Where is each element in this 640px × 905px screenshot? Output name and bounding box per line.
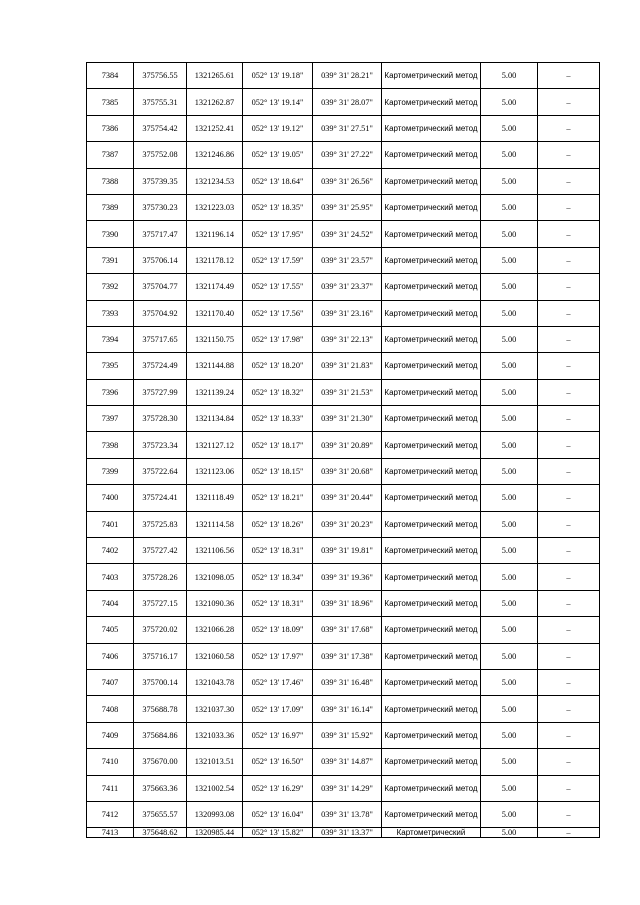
longitude-cell: 039° 31' 27.51"	[313, 115, 382, 141]
accuracy-cell: 5.00	[481, 538, 538, 564]
method-cell: Картометрический метод	[382, 485, 481, 511]
longitude-cell: 039° 31' 23.57"	[313, 247, 382, 273]
longitude-cell: 039° 31' 14.29"	[313, 775, 382, 801]
table-row	[87, 485, 600, 511]
longitude-cell: 039° 31' 23.16"	[313, 300, 382, 326]
accuracy-cell: 5.00	[481, 142, 538, 168]
longitude-cell: 039° 31' 19.36"	[313, 564, 382, 590]
latitude-cell: 052° 13' 16.04"	[243, 801, 313, 827]
table-row	[87, 63, 600, 89]
x-coordinate-cell: 375700.14	[134, 669, 187, 695]
longitude-cell: 039° 31' 20.89"	[313, 432, 382, 458]
latitude-cell: 052° 13' 18.31"	[243, 538, 313, 564]
y-coordinate-cell: 1321262.87	[187, 89, 243, 115]
accuracy-cell: 5.00	[481, 749, 538, 775]
method-cell: Картометрический метод	[382, 300, 481, 326]
table-row	[87, 775, 600, 801]
x-coordinate-cell: 375688.78	[134, 696, 187, 722]
longitude-cell: 039° 31' 28.07"	[313, 89, 382, 115]
y-coordinate-cell: 1321196.14	[187, 221, 243, 247]
x-coordinate-cell: 375684.86	[134, 722, 187, 748]
point-number-cell: 7390	[87, 221, 134, 247]
table-row	[87, 749, 600, 775]
method-cell: Картометрический метод	[382, 274, 481, 300]
longitude-cell: 039° 31' 21.83"	[313, 353, 382, 379]
x-coordinate-cell: 375754.42	[134, 115, 187, 141]
y-coordinate-cell: 1321223.03	[187, 194, 243, 220]
point-number-cell: 7394	[87, 326, 134, 352]
latitude-cell: 052° 13' 17.09"	[243, 696, 313, 722]
method-cell: Картометрический метод	[382, 221, 481, 247]
y-coordinate-cell: 1321002.54	[187, 775, 243, 801]
table-row	[87, 828, 600, 838]
latitude-cell: 052° 13' 16.97"	[243, 722, 313, 748]
table-row	[87, 379, 600, 405]
accuracy-cell: 5.00	[481, 801, 538, 827]
method-cell: Картометрический метод	[382, 63, 481, 89]
y-coordinate-cell: 1321178.12	[187, 247, 243, 273]
latitude-cell: 052° 13' 17.95"	[243, 221, 313, 247]
table-row	[87, 300, 600, 326]
method-cell: Картометрический метод	[382, 379, 481, 405]
table-row	[87, 326, 600, 352]
method-cell: Картометрический метод	[382, 643, 481, 669]
y-coordinate-cell: 1321246.86	[187, 142, 243, 168]
accuracy-cell: 5.00	[481, 353, 538, 379]
longitude-cell: 039° 31' 23.37"	[313, 274, 382, 300]
note-cell: –	[538, 432, 600, 458]
longitude-cell: 039° 31' 17.38"	[313, 643, 382, 669]
latitude-cell: 052° 13' 17.59"	[243, 247, 313, 273]
y-coordinate-cell: 1321123.06	[187, 458, 243, 484]
method-cell: Картометрический метод	[382, 590, 481, 616]
note-cell: –	[538, 617, 600, 643]
x-coordinate-cell: 375655.57	[134, 801, 187, 827]
accuracy-cell: 5.00	[481, 247, 538, 273]
y-coordinate-cell: 1321090.36	[187, 590, 243, 616]
note-cell: –	[538, 669, 600, 695]
table-row	[87, 274, 600, 300]
table-row	[87, 142, 600, 168]
y-coordinate-cell: 1321150.75	[187, 326, 243, 352]
note-cell: –	[538, 564, 600, 590]
accuracy-cell: 5.00	[481, 458, 538, 484]
table-row	[87, 221, 600, 247]
y-coordinate-cell: 1321234.53	[187, 168, 243, 194]
point-number-cell: 7402	[87, 538, 134, 564]
longitude-cell: 039° 31' 13.37"	[313, 828, 382, 838]
note-cell: –	[538, 696, 600, 722]
y-coordinate-cell: 1321170.40	[187, 300, 243, 326]
method-cell: Картометрический метод	[382, 406, 481, 432]
accuracy-cell: 5.00	[481, 617, 538, 643]
x-coordinate-cell: 375723.34	[134, 432, 187, 458]
point-number-cell: 7412	[87, 801, 134, 827]
note-cell: –	[538, 168, 600, 194]
latitude-cell: 052° 13' 19.18"	[243, 63, 313, 89]
note-cell: –	[538, 590, 600, 616]
table-row	[87, 89, 600, 115]
accuracy-cell: 5.00	[481, 326, 538, 352]
x-coordinate-cell: 375752.08	[134, 142, 187, 168]
latitude-cell: 052° 13' 17.56"	[243, 300, 313, 326]
note-cell: –	[538, 406, 600, 432]
x-coordinate-cell: 375722.64	[134, 458, 187, 484]
point-number-cell: 7411	[87, 775, 134, 801]
y-coordinate-cell: 1321033.36	[187, 722, 243, 748]
note-cell: –	[538, 538, 600, 564]
latitude-cell: 052° 13' 17.98"	[243, 326, 313, 352]
point-number-cell: 7387	[87, 142, 134, 168]
note-cell: –	[538, 511, 600, 537]
latitude-cell: 052° 13' 18.17"	[243, 432, 313, 458]
method-cell: Картометрический метод	[382, 538, 481, 564]
point-number-cell: 7385	[87, 89, 134, 115]
longitude-cell: 039° 31' 25.95"	[313, 194, 382, 220]
y-coordinate-cell: 1320985.44	[187, 828, 243, 838]
latitude-cell: 052° 13' 18.33"	[243, 406, 313, 432]
method-cell: Картометрический метод	[382, 511, 481, 537]
point-number-cell: 7405	[87, 617, 134, 643]
note-cell: –	[538, 300, 600, 326]
y-coordinate-cell: 1321144.88	[187, 353, 243, 379]
x-coordinate-cell: 375728.30	[134, 406, 187, 432]
method-cell: Картометрический метод	[382, 168, 481, 194]
point-number-cell: 7391	[87, 247, 134, 273]
latitude-cell: 052° 13' 19.05"	[243, 142, 313, 168]
method-cell: Картометрический метод	[382, 194, 481, 220]
accuracy-cell: 5.00	[481, 63, 538, 89]
x-coordinate-cell: 375728.26	[134, 564, 187, 590]
note-cell: –	[538, 828, 600, 838]
longitude-cell: 039° 31' 26.56"	[313, 168, 382, 194]
y-coordinate-cell: 1321043.78	[187, 669, 243, 695]
latitude-cell: 052° 13' 18.35"	[243, 194, 313, 220]
longitude-cell: 039° 31' 24.52"	[313, 221, 382, 247]
longitude-cell: 039° 31' 15.92"	[313, 722, 382, 748]
accuracy-cell: 5.00	[481, 89, 538, 115]
accuracy-cell: 5.00	[481, 722, 538, 748]
latitude-cell: 052° 13' 17.55"	[243, 274, 313, 300]
note-cell: –	[538, 775, 600, 801]
longitude-cell: 039° 31' 16.48"	[313, 669, 382, 695]
point-number-cell: 7396	[87, 379, 134, 405]
y-coordinate-cell: 1321098.05	[187, 564, 243, 590]
table-row	[87, 511, 600, 537]
method-cell: Картометрический метод	[382, 432, 481, 458]
y-coordinate-cell: 1321060.58	[187, 643, 243, 669]
longitude-cell: 039° 31' 21.53"	[313, 379, 382, 405]
longitude-cell: 039° 31' 19.81"	[313, 538, 382, 564]
point-number-cell: 7406	[87, 643, 134, 669]
note-cell: –	[538, 194, 600, 220]
table-row	[87, 406, 600, 432]
method-cell: Картометрический метод	[382, 722, 481, 748]
table-row	[87, 247, 600, 273]
point-number-cell: 7393	[87, 300, 134, 326]
note-cell: –	[538, 274, 600, 300]
table-row	[87, 115, 600, 141]
note-cell: –	[538, 379, 600, 405]
x-coordinate-cell: 375648.62	[134, 828, 187, 838]
table-row	[87, 194, 600, 220]
y-coordinate-cell: 1321114.58	[187, 511, 243, 537]
latitude-cell: 052° 13' 18.21"	[243, 485, 313, 511]
x-coordinate-cell: 375725.83	[134, 511, 187, 537]
accuracy-cell: 5.00	[481, 696, 538, 722]
note-cell: –	[538, 247, 600, 273]
y-coordinate-cell: 1321013.51	[187, 749, 243, 775]
method-cell: Картометрический метод	[382, 564, 481, 590]
table-row	[87, 538, 600, 564]
y-coordinate-cell: 1321106.56	[187, 538, 243, 564]
longitude-cell: 039° 31' 20.44"	[313, 485, 382, 511]
latitude-cell: 052° 13' 17.97"	[243, 643, 313, 669]
longitude-cell: 039° 31' 18.96"	[313, 590, 382, 616]
accuracy-cell: 5.00	[481, 432, 538, 458]
method-cell: Картометрический метод	[382, 617, 481, 643]
note-cell: –	[538, 485, 600, 511]
point-number-cell: 7407	[87, 669, 134, 695]
longitude-cell: 039° 31' 17.68"	[313, 617, 382, 643]
longitude-cell: 039° 31' 20.68"	[313, 458, 382, 484]
point-number-cell: 7400	[87, 485, 134, 511]
x-coordinate-cell: 375755.31	[134, 89, 187, 115]
method-cell: Картометрический метод	[382, 115, 481, 141]
point-number-cell: 7388	[87, 168, 134, 194]
point-number-cell: 7413	[87, 828, 134, 838]
note-cell: –	[538, 353, 600, 379]
accuracy-cell: 5.00	[481, 274, 538, 300]
accuracy-cell: 5.00	[481, 564, 538, 590]
accuracy-cell: 5.00	[481, 775, 538, 801]
accuracy-cell: 5.00	[481, 194, 538, 220]
method-cell: Картометрический метод	[382, 801, 481, 827]
table-row	[87, 590, 600, 616]
x-coordinate-cell: 375670.00	[134, 749, 187, 775]
x-coordinate-cell: 375717.47	[134, 221, 187, 247]
x-coordinate-cell: 375724.41	[134, 485, 187, 511]
point-number-cell: 7398	[87, 432, 134, 458]
latitude-cell: 052° 13' 18.20"	[243, 353, 313, 379]
accuracy-cell: 5.00	[481, 643, 538, 669]
x-coordinate-cell: 375704.92	[134, 300, 187, 326]
note-cell: –	[538, 115, 600, 141]
x-coordinate-cell: 375704.77	[134, 274, 187, 300]
table-row	[87, 722, 600, 748]
point-number-cell: 7392	[87, 274, 134, 300]
note-cell: –	[538, 801, 600, 827]
table-row	[87, 564, 600, 590]
table-row	[87, 801, 600, 827]
latitude-cell: 052° 13' 18.34"	[243, 564, 313, 590]
latitude-cell: 052° 13' 18.64"	[243, 168, 313, 194]
table-row	[87, 458, 600, 484]
note-cell: –	[538, 63, 600, 89]
table-body	[87, 63, 600, 838]
method-cell: Картометрический метод	[382, 353, 481, 379]
note-cell: –	[538, 643, 600, 669]
latitude-cell: 052° 13' 18.09"	[243, 617, 313, 643]
longitude-cell: 039° 31' 20.23"	[313, 511, 382, 537]
latitude-cell: 052° 13' 19.14"	[243, 89, 313, 115]
point-number-cell: 7410	[87, 749, 134, 775]
accuracy-cell: 5.00	[481, 590, 538, 616]
table-row	[87, 168, 600, 194]
method-cell: Картометрический метод	[382, 458, 481, 484]
latitude-cell: 052° 13' 17.46"	[243, 669, 313, 695]
point-number-cell: 7399	[87, 458, 134, 484]
note-cell: –	[538, 142, 600, 168]
accuracy-cell: 5.00	[481, 485, 538, 511]
y-coordinate-cell: 1321127.12	[187, 432, 243, 458]
note-cell: –	[538, 722, 600, 748]
x-coordinate-cell: 375730.23	[134, 194, 187, 220]
table-row	[87, 643, 600, 669]
x-coordinate-cell: 375717.65	[134, 326, 187, 352]
longitude-cell: 039° 31' 14.87"	[313, 749, 382, 775]
longitude-cell: 039° 31' 21.30"	[313, 406, 382, 432]
point-number-cell: 7401	[87, 511, 134, 537]
coordinates-table	[86, 62, 600, 838]
y-coordinate-cell: 1321037.30	[187, 696, 243, 722]
y-coordinate-cell: 1321134.84	[187, 406, 243, 432]
x-coordinate-cell: 375716.17	[134, 643, 187, 669]
table-row	[87, 353, 600, 379]
x-coordinate-cell: 375739.35	[134, 168, 187, 194]
x-coordinate-cell: 375663.36	[134, 775, 187, 801]
longitude-cell: 039° 31' 22.13"	[313, 326, 382, 352]
latitude-cell: 052° 13' 19.12"	[243, 115, 313, 141]
method-cell: Картометрический метод	[382, 696, 481, 722]
x-coordinate-cell: 375706.14	[134, 247, 187, 273]
latitude-cell: 052° 13' 16.29"	[243, 775, 313, 801]
point-number-cell: 7395	[87, 353, 134, 379]
latitude-cell: 052° 13' 18.15"	[243, 458, 313, 484]
accuracy-cell: 5.00	[481, 221, 538, 247]
accuracy-cell: 5.00	[481, 669, 538, 695]
point-number-cell: 7397	[87, 406, 134, 432]
longitude-cell: 039° 31' 13.78"	[313, 801, 382, 827]
y-coordinate-cell: 1321118.49	[187, 485, 243, 511]
latitude-cell: 052° 13' 18.32"	[243, 379, 313, 405]
accuracy-cell: 5.00	[481, 379, 538, 405]
table-row	[87, 432, 600, 458]
point-number-cell: 7403	[87, 564, 134, 590]
point-number-cell: 7404	[87, 590, 134, 616]
latitude-cell: 052° 13' 18.31"	[243, 590, 313, 616]
x-coordinate-cell: 375724.49	[134, 353, 187, 379]
method-cell: Картометрический	[382, 828, 481, 838]
method-cell: Картометрический метод	[382, 89, 481, 115]
longitude-cell: 039° 31' 27.22"	[313, 142, 382, 168]
method-cell: Картометрический метод	[382, 669, 481, 695]
y-coordinate-cell: 1321252.41	[187, 115, 243, 141]
y-coordinate-cell: 1321174.49	[187, 274, 243, 300]
longitude-cell: 039° 31' 28.21"	[313, 63, 382, 89]
latitude-cell: 052° 13' 16.50"	[243, 749, 313, 775]
note-cell: –	[538, 749, 600, 775]
method-cell: Картометрический метод	[382, 775, 481, 801]
table-row	[87, 696, 600, 722]
accuracy-cell: 5.00	[481, 406, 538, 432]
longitude-cell: 039° 31' 16.14"	[313, 696, 382, 722]
x-coordinate-cell: 375727.15	[134, 590, 187, 616]
y-coordinate-cell: 1321066.28	[187, 617, 243, 643]
table-row	[87, 669, 600, 695]
latitude-cell: 052° 13' 18.26"	[243, 511, 313, 537]
note-cell: –	[538, 89, 600, 115]
x-coordinate-cell: 375727.42	[134, 538, 187, 564]
y-coordinate-cell: 1320993.08	[187, 801, 243, 827]
method-cell: Картометрический метод	[382, 749, 481, 775]
point-number-cell: 7389	[87, 194, 134, 220]
y-coordinate-cell: 1321139.24	[187, 379, 243, 405]
method-cell: Картометрический метод	[382, 326, 481, 352]
point-number-cell: 7386	[87, 115, 134, 141]
table-row	[87, 617, 600, 643]
accuracy-cell: 5.00	[481, 300, 538, 326]
note-cell: –	[538, 458, 600, 484]
accuracy-cell: 5.00	[481, 168, 538, 194]
x-coordinate-cell: 375720.02	[134, 617, 187, 643]
method-cell: Картометрический метод	[382, 247, 481, 273]
point-number-cell: 7409	[87, 722, 134, 748]
note-cell: –	[538, 326, 600, 352]
point-number-cell: 7408	[87, 696, 134, 722]
x-coordinate-cell: 375727.99	[134, 379, 187, 405]
method-cell: Картометрический метод	[382, 142, 481, 168]
point-number-cell: 7384	[87, 63, 134, 89]
accuracy-cell: 5.00	[481, 511, 538, 537]
accuracy-cell: 5.00	[481, 828, 538, 838]
latitude-cell: 052° 13' 15.82"	[243, 828, 313, 838]
accuracy-cell: 5.00	[481, 115, 538, 141]
y-coordinate-cell: 1321265.61	[187, 63, 243, 89]
note-cell: –	[538, 221, 600, 247]
x-coordinate-cell: 375756.55	[134, 63, 187, 89]
